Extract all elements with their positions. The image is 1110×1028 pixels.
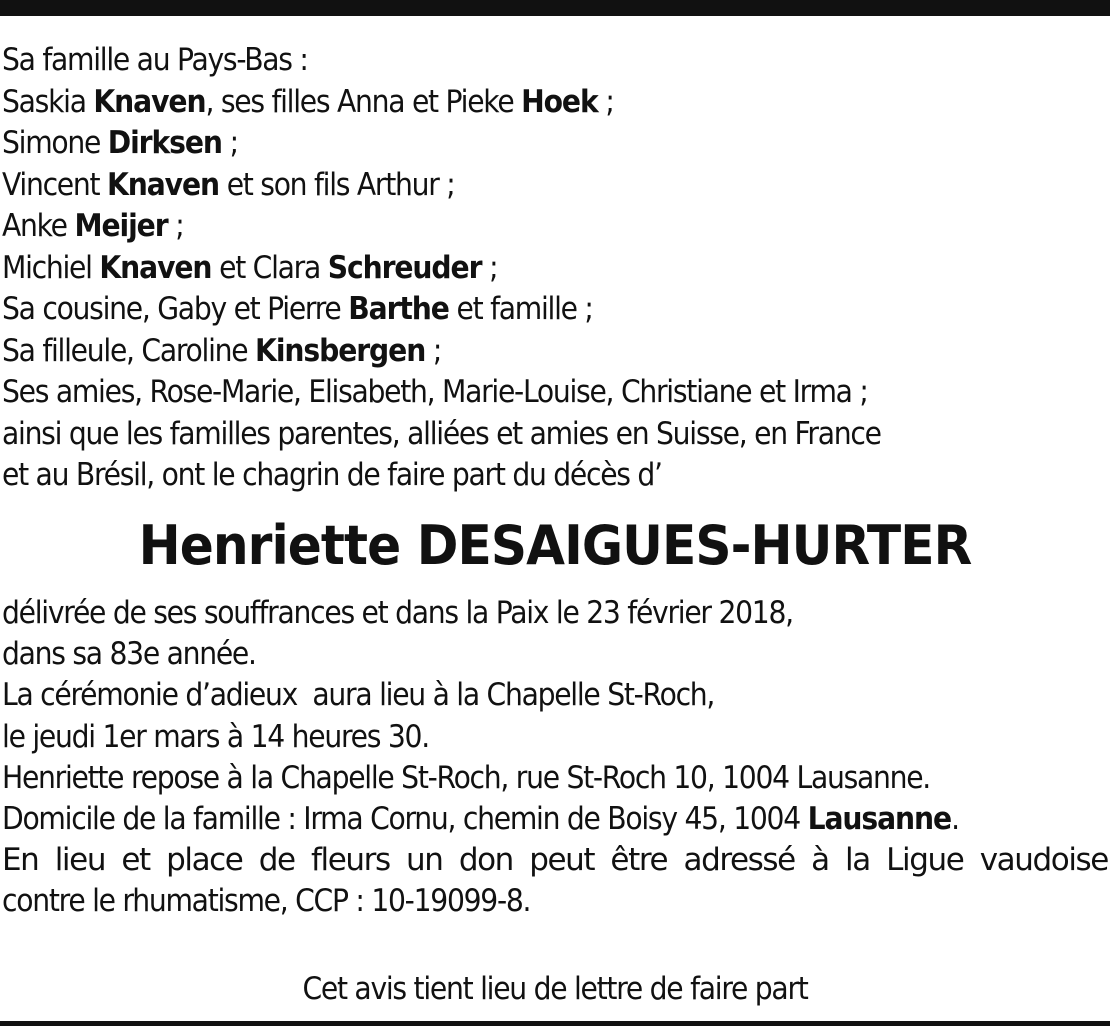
family-line-text: ;	[425, 332, 442, 369]
footer-note: Cet avis tient lieu de lettre de faire part	[302, 971, 808, 1007]
family-line-text: , ses filles Anna et Pieke	[205, 83, 522, 120]
details-word: un	[406, 842, 443, 879]
funeral-details-block	[2, 593, 1108, 923]
details-word: fleurs	[311, 842, 390, 879]
details-text: contre le rhumatisme, CCP : 10-19099-8.	[2, 883, 531, 920]
details-word: la	[845, 842, 870, 879]
family-line-text: et famille ;	[448, 291, 593, 327]
family-surname: Barthe	[348, 291, 449, 327]
family-line-text: Anke	[2, 208, 75, 244]
family-line-text: Vincent	[2, 166, 107, 203]
family-surname: Schreuder	[327, 249, 482, 286]
family-line-text: et au Brésil, ont le chagrin de faire part du décès d’	[2, 457, 662, 493]
family-line-7	[2, 289, 1008, 331]
details-line-6	[2, 799, 1008, 840]
family-line-10	[2, 414, 1008, 456]
details-text: dans sa 83e année.	[2, 636, 256, 673]
family-surname: Knaven	[93, 83, 206, 120]
details-word: lieu	[54, 842, 106, 879]
family-line-9	[2, 372, 1008, 414]
deceased-name-heading: Henriette DESAIGUES-HURTER	[138, 514, 972, 577]
details-text: .	[951, 800, 959, 837]
family-line-text: ;	[167, 208, 184, 244]
family-line-text: ;	[597, 83, 614, 120]
family-line-8	[2, 331, 1008, 373]
details-line-5	[2, 758, 1008, 799]
details-word: et	[121, 842, 150, 879]
family-line-text: Michiel	[2, 249, 100, 286]
family-line-text: et son fils Arthur ;	[219, 166, 455, 203]
details-word: de	[258, 842, 295, 879]
details-text: le jeudi 1er mars à 14 heures 30.	[2, 718, 429, 755]
details-word: don	[458, 842, 513, 879]
family-surname: Hoek	[521, 83, 598, 120]
details-word: être	[610, 842, 668, 879]
family-surname: Knaven	[106, 166, 220, 203]
family-line-11	[2, 455, 1008, 497]
family-line-2	[2, 82, 1008, 124]
family-line-1	[2, 40, 1008, 82]
details-word: à	[811, 842, 829, 879]
family-line-text: et Clara	[211, 249, 328, 286]
details-line-4	[2, 717, 1008, 758]
details-line-8	[2, 881, 1008, 922]
family-surname: Knaven	[99, 249, 212, 286]
family-line-text: Saskia	[2, 83, 94, 120]
details-word: place	[166, 842, 243, 879]
family-line-5	[2, 206, 1008, 248]
details-text: Domicile de la famille : Irma Cornu, chemin de Boisy 45, 1004	[2, 800, 808, 837]
family-line-text: Sa cousine, Gaby et Pierre	[2, 291, 349, 327]
details-word: En	[2, 842, 39, 879]
family-surname: Kinsbergen	[255, 332, 426, 369]
details-word: Ligue	[886, 842, 964, 879]
details-line-3	[2, 675, 1008, 716]
details-word: adressé	[683, 842, 795, 879]
details-word: vaudoise	[979, 842, 1108, 879]
details-line-1	[2, 593, 1008, 634]
details-text: La cérémonie d’adieux aura lieu à la Chapelle St-Roch,	[2, 677, 715, 714]
details-line-2	[2, 634, 1008, 675]
details-city-bold: Lausanne	[807, 800, 952, 837]
details-word: peut	[529, 842, 595, 879]
family-line-text: Ses amies, Rose-Marie, Elisabeth, Marie-Louise, Christiane et Irma ;	[2, 374, 868, 410]
top-border-rule	[0, 0, 1110, 16]
family-line-6	[2, 248, 1008, 290]
family-announcement-block	[2, 40, 1108, 497]
details-text: Henriette repose à la Chapelle St-Roch, rue St-Roch 10, 1004 Lausanne.	[2, 759, 931, 796]
family-surname: Dirksen	[107, 125, 222, 161]
family-line-text: Simone	[2, 125, 108, 161]
family-surname: Meijer	[74, 208, 168, 244]
bottom-border-rule	[0, 1021, 1110, 1026]
family-line-text: ainsi que les familles parentes, alliées et amies en Suisse, en France	[2, 415, 881, 452]
family-line-4	[2, 165, 1008, 207]
details-text: délivrée de ses souffrances et dans la Paix le 23 février 2018,	[2, 595, 793, 631]
details-line-7	[2, 840, 1108, 881]
family-line-text: ;	[481, 249, 498, 286]
family-line-text: ;	[221, 125, 238, 161]
family-line-text: Sa filleule, Caroline	[2, 332, 256, 369]
family-line-3	[2, 123, 1008, 165]
family-line-text: Sa famille au Pays-Bas :	[2, 42, 308, 78]
